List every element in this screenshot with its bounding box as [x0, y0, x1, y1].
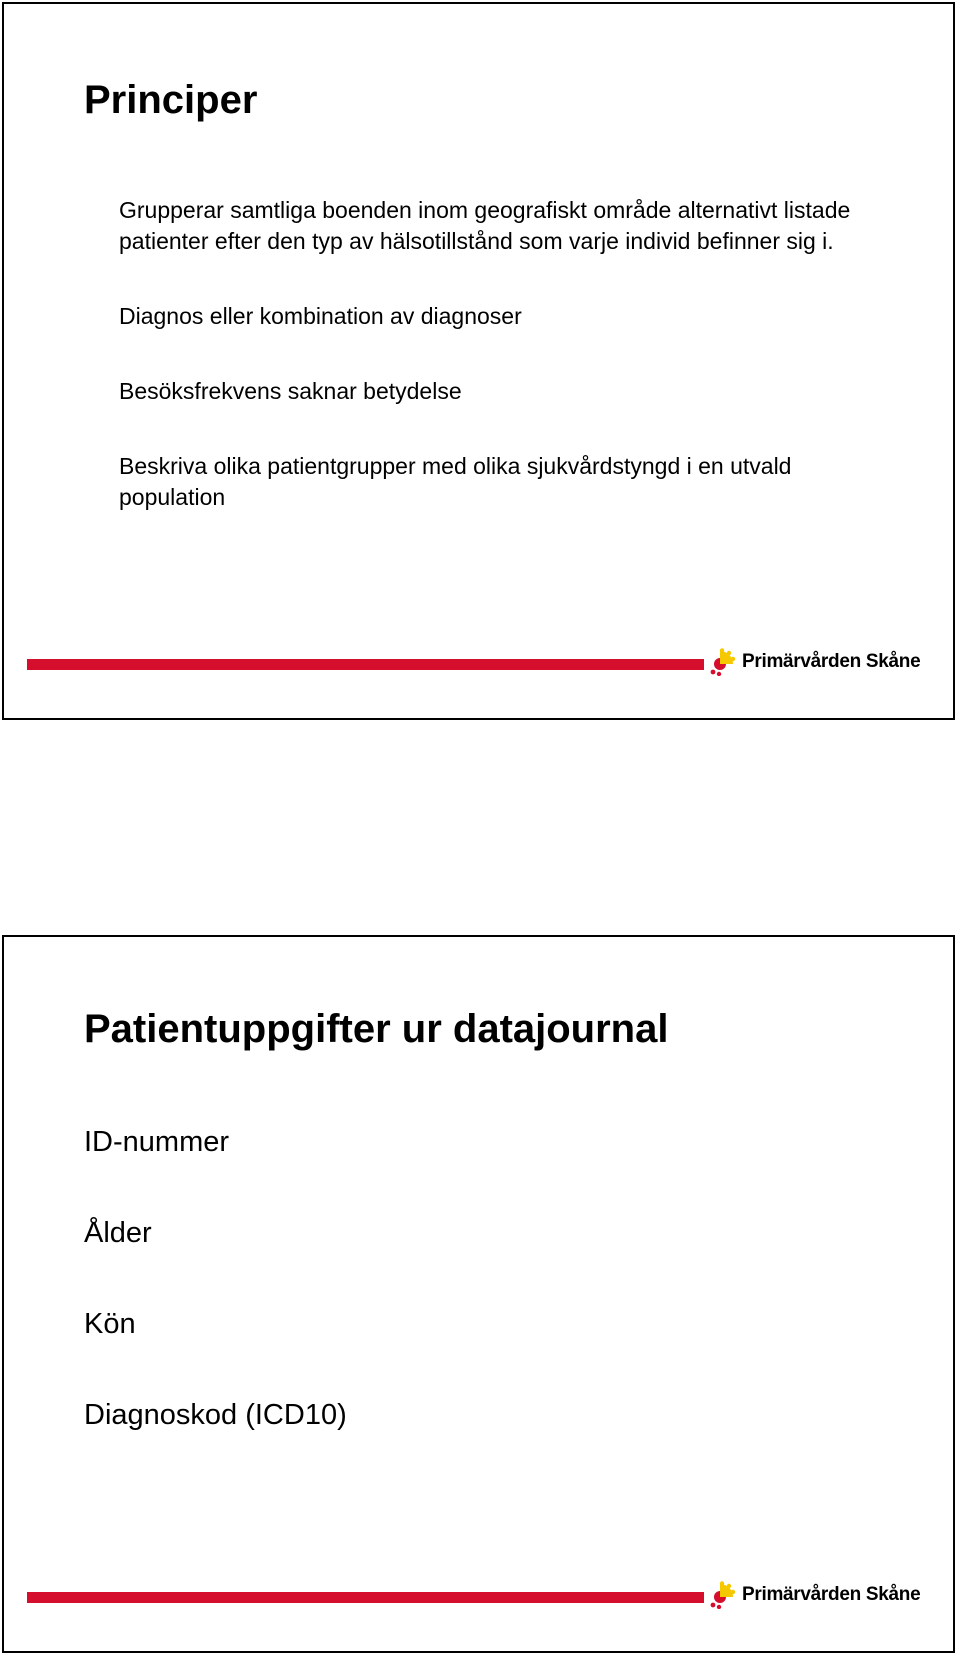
bullet-list: [119, 195, 879, 557]
slide-1: [2, 2, 955, 720]
bullet-item: Grupperar samtliga boenden inom geografiskt område alternativt listade patienter efter den typ av hälsotillstånd som varje individ befinner sig i.: [119, 197, 851, 254]
bullet-item: Diagnos eller kombination av diagnoser: [119, 303, 522, 329]
primarvarden-sun-logo-icon: [710, 648, 736, 676]
bullet-item: Besöksfrekvens saknar betydelse: [119, 378, 462, 404]
bullet-item: Diagnoskod (ICD10): [84, 1399, 347, 1431]
bullet-list: [84, 1127, 844, 1491]
bullet-item: Ålder: [84, 1217, 152, 1249]
logo-text: Primärvården Skåne: [742, 1584, 921, 1605]
footer-red-bar: [27, 1592, 704, 1603]
slide-title: Principer: [84, 78, 258, 122]
footer-red-bar: [27, 659, 704, 670]
footer-logo: [710, 647, 920, 677]
slide-2: [2, 935, 955, 1653]
bullet-item: Beskriva olika patientgrupper med olika sjukvårdstyngd i en utvald population: [119, 453, 792, 510]
slide-title: Patientuppgifter ur datajournal: [84, 1007, 669, 1051]
bullet-item: Kön: [84, 1308, 136, 1340]
primarvarden-sun-logo-icon: [710, 1581, 736, 1609]
logo-text: Primärvården Skåne: [742, 651, 921, 672]
footer-logo: [710, 1580, 920, 1610]
bullet-item: ID-nummer: [84, 1126, 230, 1158]
